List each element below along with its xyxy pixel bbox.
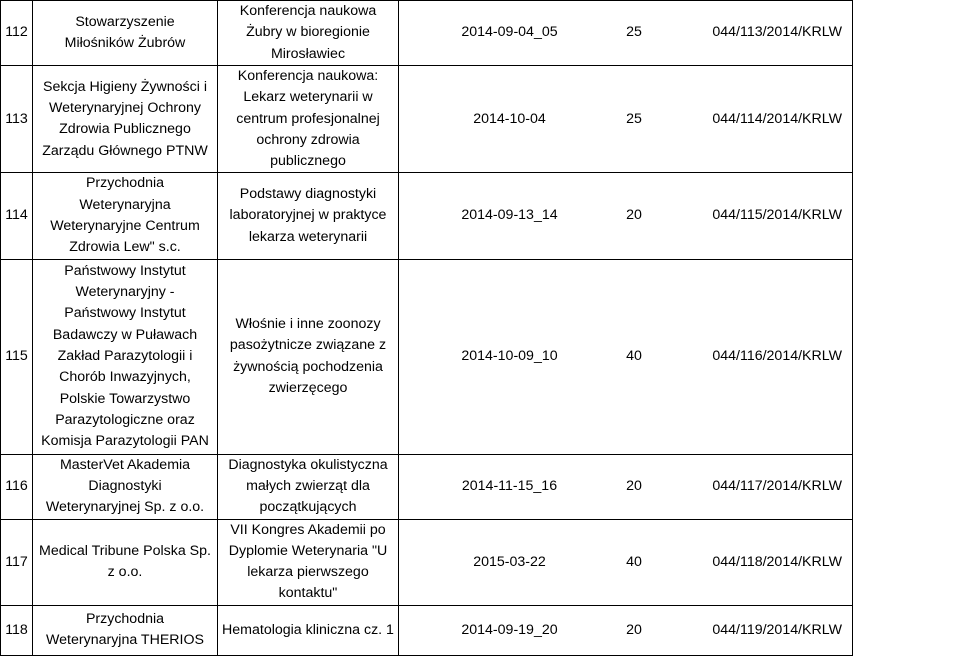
organizer-cell <box>33 66 218 173</box>
organizer-cell-line: Medical Tribune Polska Sp. <box>39 542 211 559</box>
organizer-cell-line: MasterVet Akademia <box>59 456 191 473</box>
table-row <box>1 66 853 173</box>
row-number: 118 <box>1 605 33 655</box>
points-cell: 25 <box>620 66 648 173</box>
topic-cell-line: Mirosławiec <box>270 45 346 62</box>
table-row <box>1 519 853 605</box>
organizer-cell-line: Weterynaryjna <box>79 196 171 213</box>
date-cell: 2014-10-04 <box>399 66 621 173</box>
organizer-cell-line: Przychodnia <box>85 610 165 627</box>
table-row <box>1 259 853 454</box>
organizer-cell-line: Przychodnia <box>85 175 165 192</box>
date-cell: 2015-03-22 <box>399 519 621 605</box>
topic-cell-line: pasożytnicze związane z <box>229 337 387 354</box>
organizer-cell-line: Weterynaryjne Centrum <box>50 218 200 235</box>
code-cell: 044/115/2014/KRLW <box>648 173 853 259</box>
topic-cell <box>218 173 399 259</box>
row-number: 115 <box>1 259 33 454</box>
table-row <box>1 454 853 519</box>
date-cell: 2014-11-15_16 <box>399 454 621 519</box>
topic-cell-line: lekarza pierwszego <box>247 564 369 581</box>
topic-cell-line: Diagnostyka okulistyczna <box>228 456 388 473</box>
date-cell: 2014-10-09_10 <box>399 259 621 454</box>
organizer-cell-line: Zarządu Głównego PTNW <box>42 142 208 159</box>
topic-cell-line: Dyplomie Weterynaria "U <box>228 542 388 559</box>
topic-cell <box>218 605 399 655</box>
organizer-cell-line: Diagnostyki <box>88 477 162 494</box>
topic-cell-line: Konferencja naukowa: <box>237 68 379 84</box>
date-cell: 2014-09-13_14 <box>399 173 621 259</box>
table-row <box>1 1 853 66</box>
topic-cell-line: lekarza weterynarii <box>248 228 368 245</box>
topic-cell <box>218 1 399 66</box>
organizer-cell <box>33 454 218 519</box>
topic-cell-line: początkujących <box>259 499 357 516</box>
topic-cell-line: Włośnie i inne zoonozy <box>235 316 381 333</box>
row-number: 112 <box>1 1 33 66</box>
topic-cell-line: VII Kongres Akademii po <box>230 521 386 538</box>
points-cell: 20 <box>620 173 648 259</box>
topic-cell-line: Lekarz weterynarii w <box>243 89 373 106</box>
code-cell: 044/116/2014/KRLW <box>648 259 853 454</box>
organizer-cell-line: Parazytologiczne oraz <box>55 411 195 428</box>
code-cell: 044/117/2014/KRLW <box>648 454 853 519</box>
organizer-cell-line: Weterynaryjny - <box>75 284 175 301</box>
topic-cell <box>218 519 399 605</box>
topic-cell <box>218 454 399 519</box>
organizer-cell <box>33 1 218 66</box>
organizer-cell-line: Sekcja Higieny Żywności i <box>42 78 207 95</box>
code-cell: 044/114/2014/KRLW <box>648 66 853 173</box>
organizer-cell-line: z o.o. <box>107 564 143 581</box>
organizer-cell <box>33 259 218 454</box>
table-row <box>1 605 853 655</box>
organizer-cell-line: Polskie Towarzystwo <box>59 390 191 407</box>
topic-cell-line: publicznego <box>270 153 346 170</box>
points-cell: 20 <box>620 605 648 655</box>
table-row <box>1 173 853 259</box>
topic-cell-line: Hematologia kliniczna cz. 1 <box>222 621 394 638</box>
code-cell: 044/113/2014/KRLW <box>648 1 853 66</box>
organizer-cell <box>33 519 218 605</box>
organizer-cell-line: Miłośników Żubrów <box>64 35 186 51</box>
topic-cell-line: ochrony zdrowia <box>256 131 360 148</box>
organizer-cell-line: Weterynaryjnej Sp. z o.o. <box>45 499 205 516</box>
code-cell: 044/118/2014/KRLW <box>648 519 853 605</box>
points-cell: 40 <box>620 259 648 454</box>
organizer-cell-line: Chorób Inwazyjnych, <box>59 369 191 386</box>
date-cell: 2014-09-19_20 <box>399 605 621 655</box>
organizer-cell-line: Państwowy Instytut <box>64 262 186 279</box>
topic-cell-line: Podstawy diagnostyki <box>239 186 377 203</box>
table-body <box>1 1 853 656</box>
date-cell: 2014-09-04_05 <box>399 1 621 66</box>
topic-cell <box>218 259 399 454</box>
topic-cell-line: Żubry w bioregionie <box>246 24 370 41</box>
points-cell: 40 <box>620 519 648 605</box>
organizer-cell-line: Badawczy w Puławach <box>52 326 198 343</box>
topic-cell <box>218 66 399 173</box>
topic-cell-line: żywnością pochodzenia <box>233 358 383 375</box>
points-cell: 20 <box>620 454 648 519</box>
organizer-cell <box>33 173 218 259</box>
row-number: 114 <box>1 173 33 259</box>
topic-cell-line: kontaktu" <box>278 585 338 602</box>
topic-cell-line: centrum profesjonalnej <box>236 110 380 127</box>
row-number: 117 <box>1 519 33 605</box>
code-cell: 044/119/2014/KRLW <box>648 605 853 655</box>
organizer-cell-line: Zakład Parazytologii i <box>57 348 193 365</box>
organizer-cell-line: Zdrowia Lew" s.c. <box>69 239 181 256</box>
topic-cell-line: zwierzęcego <box>268 379 348 396</box>
organizer-cell-line: Stowarzyszenie <box>75 13 175 30</box>
row-number: 116 <box>1 454 33 519</box>
topic-cell-line: małych zwierząt dla <box>246 477 370 494</box>
organizer-cell-line: Komisja Parazytologii PAN <box>41 433 209 450</box>
points-cell: 25 <box>620 1 648 66</box>
topic-cell-line: Konferencja naukowa <box>239 3 377 20</box>
topic-cell-line: laboratoryjnej w praktyce <box>229 207 387 224</box>
organizer-cell-line: Weterynaryjnej Ochrony <box>49 99 201 116</box>
organizer-cell-line: Weterynaryjna THERIOS <box>46 632 204 649</box>
organizer-cell-line: Państwowy Instytut <box>64 305 186 322</box>
organizer-cell-line: Zdrowia Publicznego <box>59 121 191 138</box>
row-number: 113 <box>1 66 33 173</box>
organizer-cell <box>33 605 218 655</box>
